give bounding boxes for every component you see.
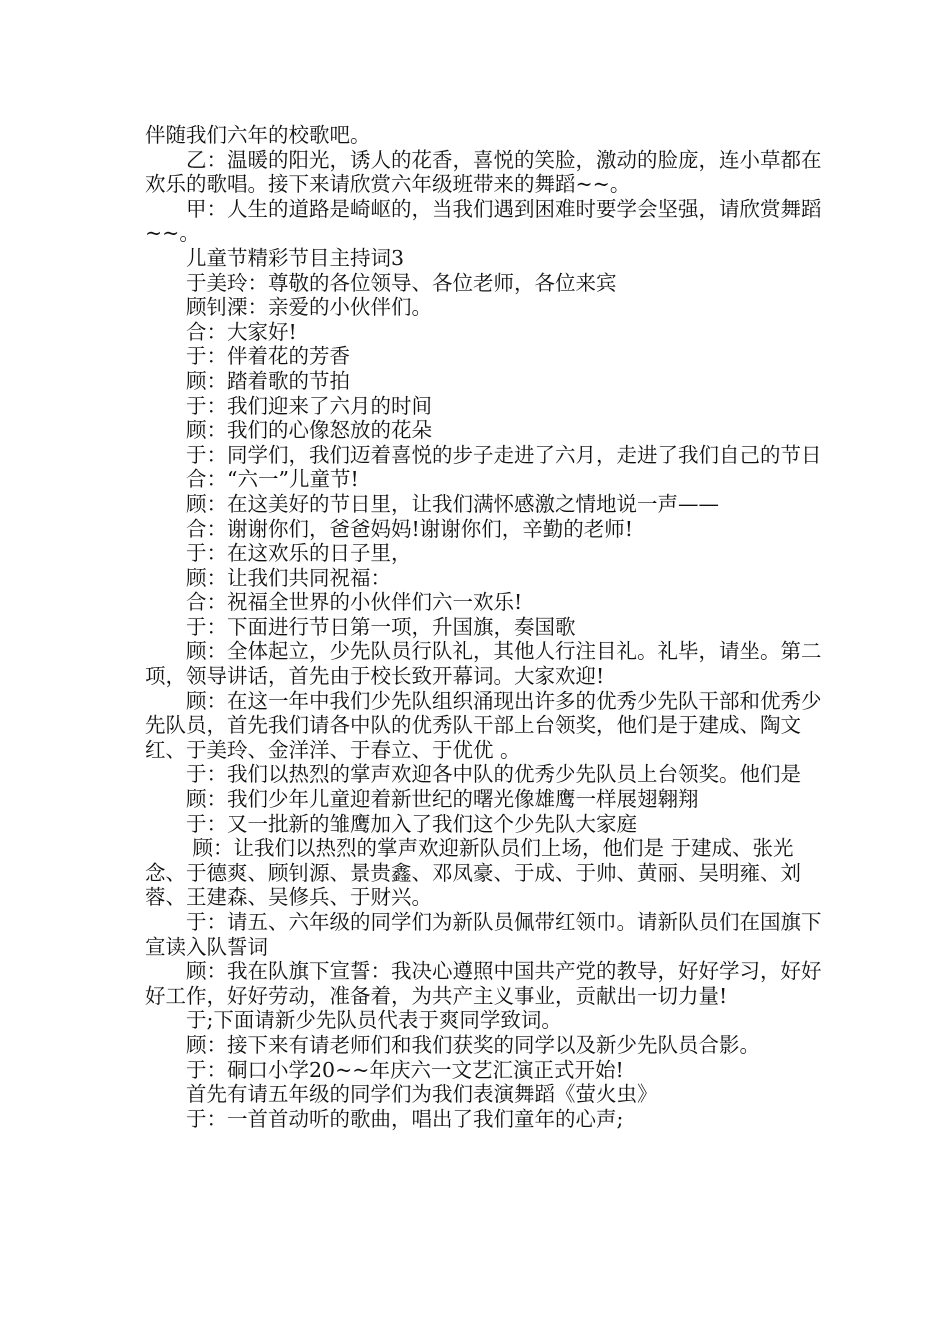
paragraph: 合：祝福全世界的小伙伴们六一欢乐! (186, 590, 523, 615)
paragraph: 于：又一批新的雏鹰加入了我们这个少先队大家庭 (186, 811, 637, 836)
paragraph: 甲：人生的道路是崎岖的，当我们遇到困难时要学会坚强，请欣赏舞蹈~~。 (145, 196, 822, 246)
paragraph: 儿童节精彩节目主持词3 (186, 245, 405, 270)
paragraph: 乙：温暖的阳光，诱人的花香，喜悦的笑脸，激动的脸庞，连小草都在欢乐的歌唱。接下来请欣赏六年级班带来的舞蹈~~。 (145, 147, 822, 197)
paragraph: 于：同学们，我们迈着喜悦的步子走进了六月，走进了我们自己的节日 (186, 442, 822, 467)
paragraph: 顾：我们少年儿童迎着新世纪的曙光像雄鹰一样展翅翱翔 (186, 787, 699, 812)
document-body (145, 123, 825, 1131)
paragraph: 于美玲：尊敬的各位领导、各位老师，各位来宾 (186, 270, 617, 295)
paragraph: 于：硐口小学20~~年庆六一文艺汇演正式开始! (186, 1057, 624, 1082)
paragraph: 顾：在这美好的节日里，让我们满怀感激之情地说一声—— (186, 491, 719, 516)
paragraph: 顾：踏着歌的节拍 (186, 368, 350, 393)
paragraph: 于：在这欢乐的日子里， (186, 541, 412, 566)
paragraph: 于：我们以热烈的掌声欢迎各中队的优秀少先队员上台领奖。他们是 (186, 762, 801, 787)
paragraph: 于：伴着花的芳香 (186, 344, 350, 369)
paragraph: 合：谢谢你们，爸爸妈妈!谢谢你们，辛勤的老师! (186, 516, 633, 541)
paragraph: 合：大家好! (186, 319, 297, 344)
paragraph: 于：下面进行节日第一项，升国旗，奏国歌 (186, 614, 576, 639)
paragraph: 顾钊溧：亲爱的小伙伴们。 (186, 295, 432, 320)
paragraph: 于;下面请新少先队员代表于爽同学致词。 (186, 1008, 562, 1033)
paragraph: 于：我们迎来了六月的时间 (186, 393, 432, 418)
paragraph: 顾：在这一年中我们少先队组织涌现出许多的优秀少先队干部和优秀少先队员，首先我们请各中队的优秀队干部上台领奖，他们是于建成、陶文红、于美玲、金洋洋、于春立、于优优 。 (145, 688, 822, 762)
paragraph: 顾：我在队旗下宣誓：我决心遵照中国共产党的教导，好好学习，好好好工作，好好劳动，准备着，为共产主义事业，贡献出一切力量! (145, 959, 822, 1008)
paragraph: 首先有请五年级的同学们为我们表演舞蹈《萤火虫》 (186, 1082, 658, 1107)
paragraph: 顾：让我们以热烈的掌声欢迎新队员们上场，他们是 于建成、张光念、于德爽、顾钊源、景贵鑫、邓凤豪、于成、于帅、黄丽、吴明雍、刘蓉、王建森、吴修兵、于财兴。 (145, 836, 801, 910)
paragraph: 伴随我们六年的校歌吧。 (145, 123, 371, 147)
paragraph: 合：“六一”儿童节! (186, 467, 359, 492)
paragraph: 顾：接下来有请老师们和我们获奖的同学以及新少先队员合影。 (186, 1032, 760, 1057)
paragraph: 顾：让我们共同祝福： (186, 565, 391, 590)
paragraph: 于：一首首动听的歌曲，唱出了我们童年的心声; (186, 1106, 624, 1131)
paragraph: 顾：我们的心像怒放的花朵 (186, 418, 432, 443)
paragraph: 顾：全体起立，少先队员行队礼，其他人行注目礼。礼毕，请坐。第二项，领导讲话，首先由于校长致开幕词。大家欢迎! (145, 639, 822, 689)
paragraph: 于：请五、六年级的同学们为新队员佩带红领巾。请新队员们在国旗下宣读入队誓词 (145, 910, 822, 959)
